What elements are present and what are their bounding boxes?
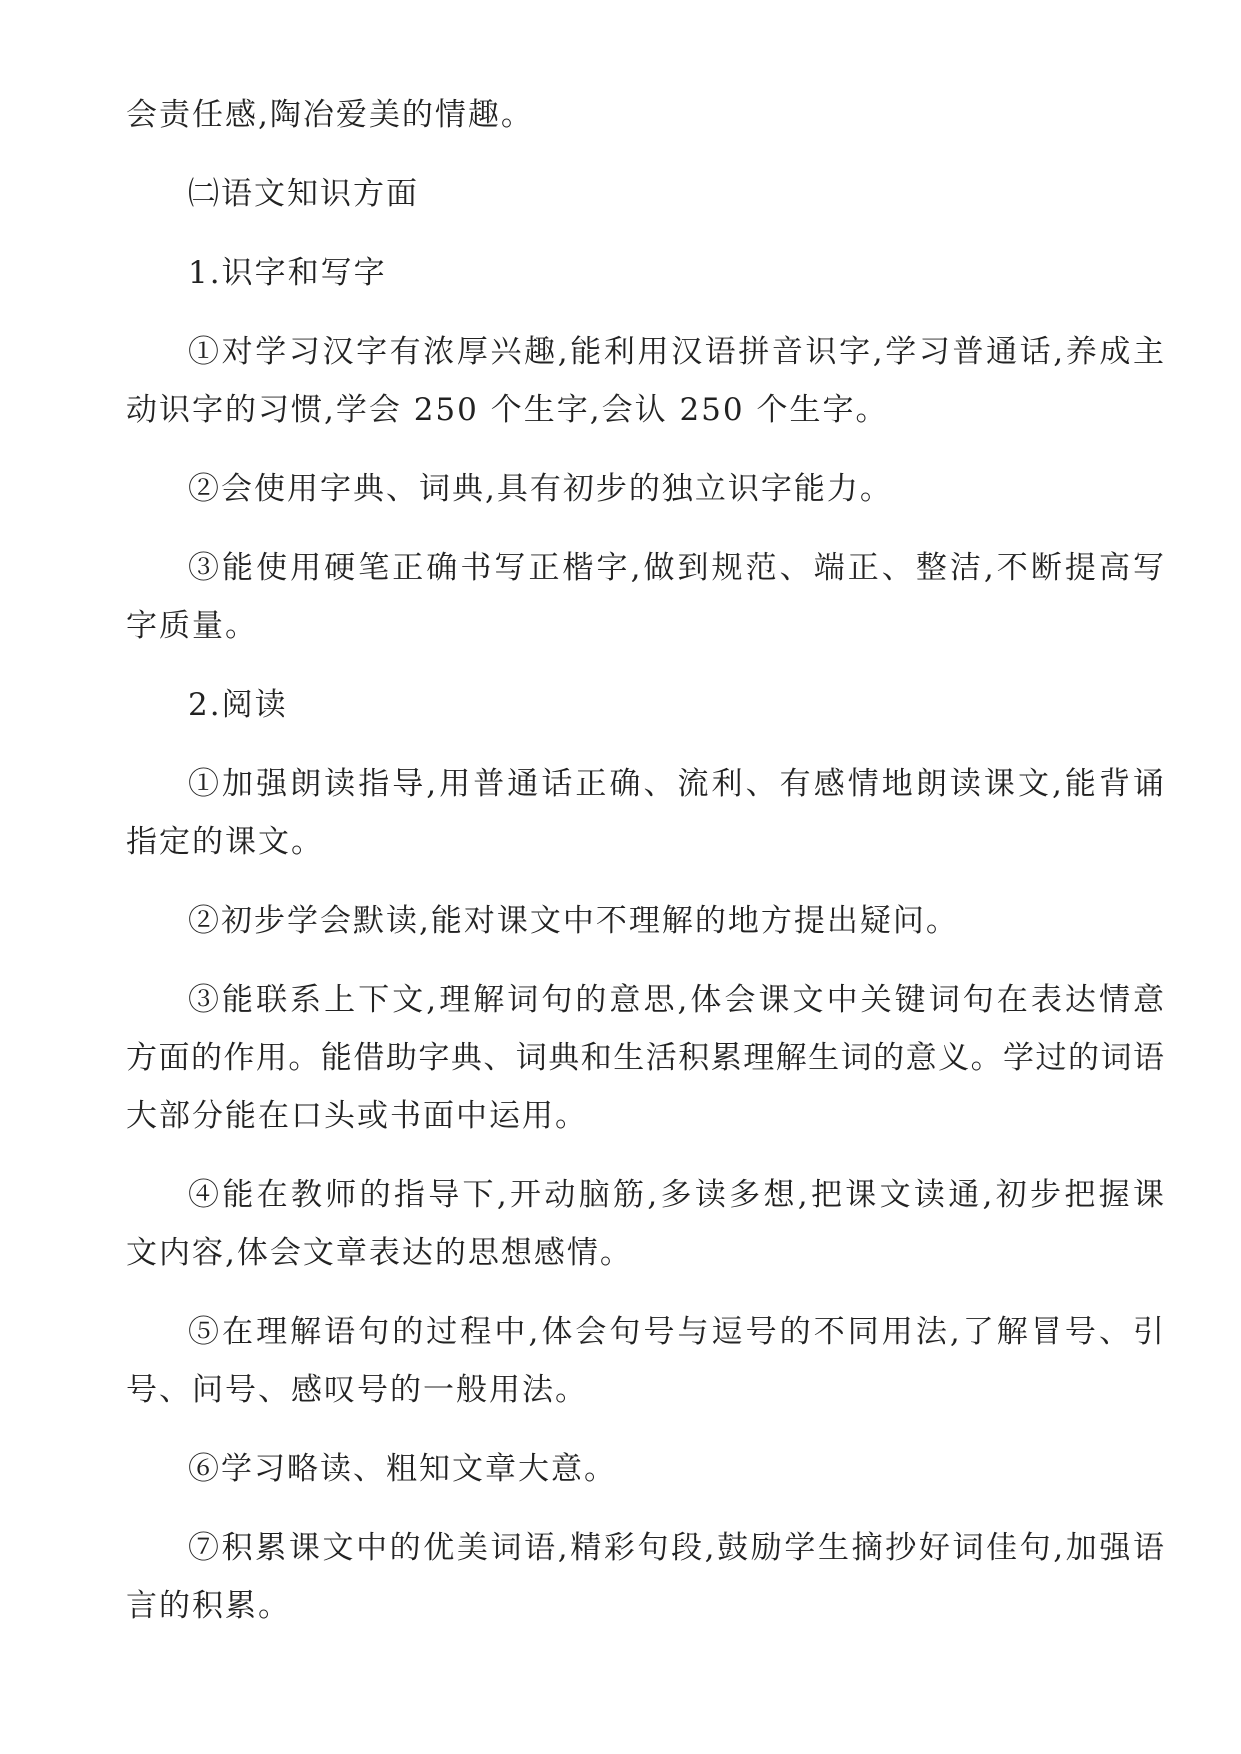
subsection-heading-literacy <box>126 244 1164 302</box>
text-line: 会责任感,陶冶爱美的情趣。 <box>126 97 534 133</box>
text-line: 方面的作用。能借助字典、词典和生活积累理解生词的意义。学过的词语 <box>126 1040 1164 1076</box>
text-line: 指定的课文。 <box>126 824 324 860</box>
section-heading <box>126 165 1164 223</box>
text-line: 文内容,体会文章表达的思想感情。 <box>126 1235 633 1271</box>
text-line: 大部分能在口头或书面中运用。 <box>126 1098 588 1134</box>
text-line: ⑦积累课文中的优美词语,精彩句段,鼓励学生摘抄好词佳句,加强语 <box>188 1530 1164 1566</box>
text-line: ②初步学会默读,能对课文中不理解的地方提出疑问。 <box>188 903 959 939</box>
text-line: ①加强朗读指导,用普通话正确、流利、有感情地朗读课文,能背诵 <box>188 766 1164 802</box>
text-line: 号、问号、感叹号的一般用法。 <box>126 1372 588 1408</box>
list-item <box>126 755 1164 871</box>
list-item <box>126 892 1164 950</box>
list-item <box>126 1519 1164 1635</box>
text-line: 动识字的习惯,学会 250 个生字,会认 250 个生字。 <box>126 392 889 428</box>
list-item <box>126 1303 1164 1419</box>
list-item <box>126 323 1164 439</box>
text-line: ④能在教师的指导下,开动脑筋,多读多想,把课文读通,初步把握课 <box>188 1177 1164 1213</box>
text-line: ⑤在理解语句的过程中,体会句号与逗号的不同用法,了解冒号、引 <box>188 1314 1164 1350</box>
paragraph-continuation <box>126 86 1164 144</box>
subsection-heading-text: 2.阅读 <box>188 687 288 723</box>
list-item <box>126 460 1164 518</box>
list-item <box>126 971 1164 1145</box>
list-item <box>126 1440 1164 1498</box>
subsection-heading-reading <box>126 676 1164 734</box>
list-item <box>126 1166 1164 1282</box>
list-item <box>126 539 1164 655</box>
text-line: 字质量。 <box>126 608 258 644</box>
text-line: ⑥学习略读、粗知文章大意。 <box>188 1451 617 1487</box>
text-line: ①对学习汉字有浓厚兴趣,能利用汉语拼音识字,学习普通话,养成主 <box>188 334 1164 370</box>
text-line: ③能联系上下文,理解词句的意思,体会课文中关键词句在表达情意 <box>188 982 1164 1018</box>
section-heading-text: ㈡语文知识方面 <box>188 176 419 212</box>
subsection-heading-text: 1.识字和写字 <box>188 255 387 291</box>
document-body <box>126 86 1164 1656</box>
text-line: ③能使用硬笔正确书写正楷字,做到规范、端正、整洁,不断提高写 <box>188 550 1164 586</box>
text-line: 言的积累。 <box>126 1588 291 1624</box>
text-line: ②会使用字典、词典,具有初步的独立识字能力。 <box>188 471 893 507</box>
